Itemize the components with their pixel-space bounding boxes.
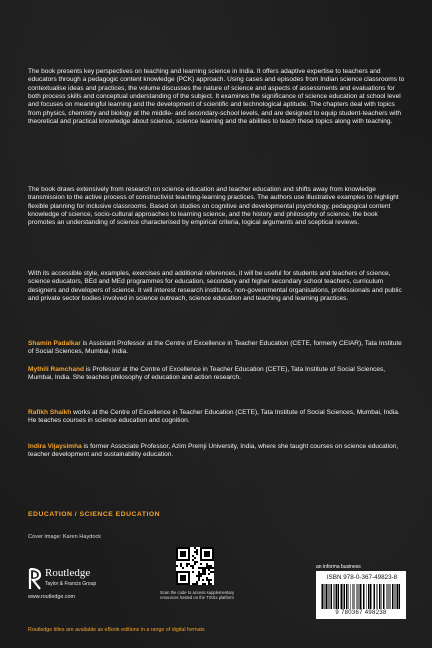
publisher-subtitle: Taylor & Francis Group	[45, 581, 97, 587]
qr-code[interactable]	[176, 547, 214, 585]
qr-caption: Scan the code to access supplementary resources hosted on the TISSx platform	[159, 590, 235, 601]
barcode-bars	[320, 584, 402, 609]
author-name: Shamin Padalkar	[28, 340, 81, 347]
description-paragraph-3: With its accessible style, examples, exercises and additional references, it will be useful for students and teachers of science, science educators, BEd and MEd programmes for education, secondary and higher secondary school teachers, curriculum designers and developers of science. It will interest research institutes, non-governmental organisations, professionals and public and private sector bodies involved in science outreach, science education and teaching and learning practices.	[28, 270, 402, 303]
description-paragraph-2: The book draws extensively from research on science education and teacher education and shifts away from knowledge transmission to the active process of constructivist teaching-learning practices. The authors use illustrative examples to highlight flexible planning for inclusive classrooms. Based on studies on cognitive and developmental psychology, pedagogical content knowledge of science, socio-cultural approaches to learning science, and the history and philosophy of science, the book promotes an understanding of science characterised by empirical criteria, logical arguments and sceptical reviews.	[28, 186, 399, 227]
author-bio	[28, 443, 406, 460]
isbn-text: ISBN 978-0-367-49823-8	[326, 574, 398, 581]
ebook-availability-note: Routledge titles are available as eBook editions in a range of digital formats	[28, 627, 205, 633]
barcode-digits: 9 780367 498238	[335, 610, 387, 616]
qr-code-image	[176, 547, 214, 585]
isbn-barcode	[316, 571, 406, 619]
author-bio-text: is Professor at the Centre of Excellence in Teacher Education (CETE), Tata Institute of Social Sciences, Mumbai, India. She teaches philosophy of education and action research.	[28, 366, 386, 382]
description-paragraph-1: The book presents key perspectives on teaching and learning science in India. It offers adaptive expertise to teachers and educators through a pedagogic content knowledge (PCK) approach. Using cases and episodes from Indian science classrooms to contextualise ideas and practices, the volume discusses the nature of science and aspects of assessments and evaluations for both process skills and conceptual understanding of the subject. It examines the significance of science education at school level and focuses on meaningful learning and the development of scientific and technological aptitude. The chapters deal with topics from physics, chemistry and biology at the middle- and secondary-school levels, and are designed to equip student-teachers with theoretical and practical knowledge about science, science learning and the abilities to teach these topics along with teaching.	[28, 68, 405, 126]
subject-category: EDUCATION / SCIENCE EDUCATION	[28, 511, 161, 518]
author-name: Mythili Ramchand	[28, 366, 85, 373]
author-bio	[28, 409, 406, 426]
author-bio-text: works at the Centre of Excellence in Teacher Education (CETE), Tata Institute of Social Sciences, Mumbai, India. He teaches courses in science education and cognition.	[28, 409, 400, 425]
author-bio	[28, 340, 406, 357]
publisher-name: Routledge	[45, 567, 91, 579]
informa-label: an informa business	[316, 564, 361, 570]
author-name: Rafikh Shaikh	[28, 409, 72, 416]
author-bio	[28, 366, 406, 383]
publisher-logo	[28, 567, 138, 603]
publisher-url[interactable]: www.routledge.com	[28, 594, 76, 600]
author-bio-text: is former Associate Professor, Azim Premji University, India, where she taught courses on science education, teacher development and sustainability education.	[28, 443, 399, 459]
author-name: Indira Vijaysimha	[28, 443, 82, 450]
routledge-r-icon	[28, 568, 42, 590]
cover-image-credit: Cover image: Karen Haydock	[28, 534, 102, 540]
author-bio-text: is Assistant Professor at the Centre of Excellence in Teacher Education (CETE, formerly CEIAR), Tata Institute of Social Sciences, Mumbai, India.	[28, 340, 402, 356]
